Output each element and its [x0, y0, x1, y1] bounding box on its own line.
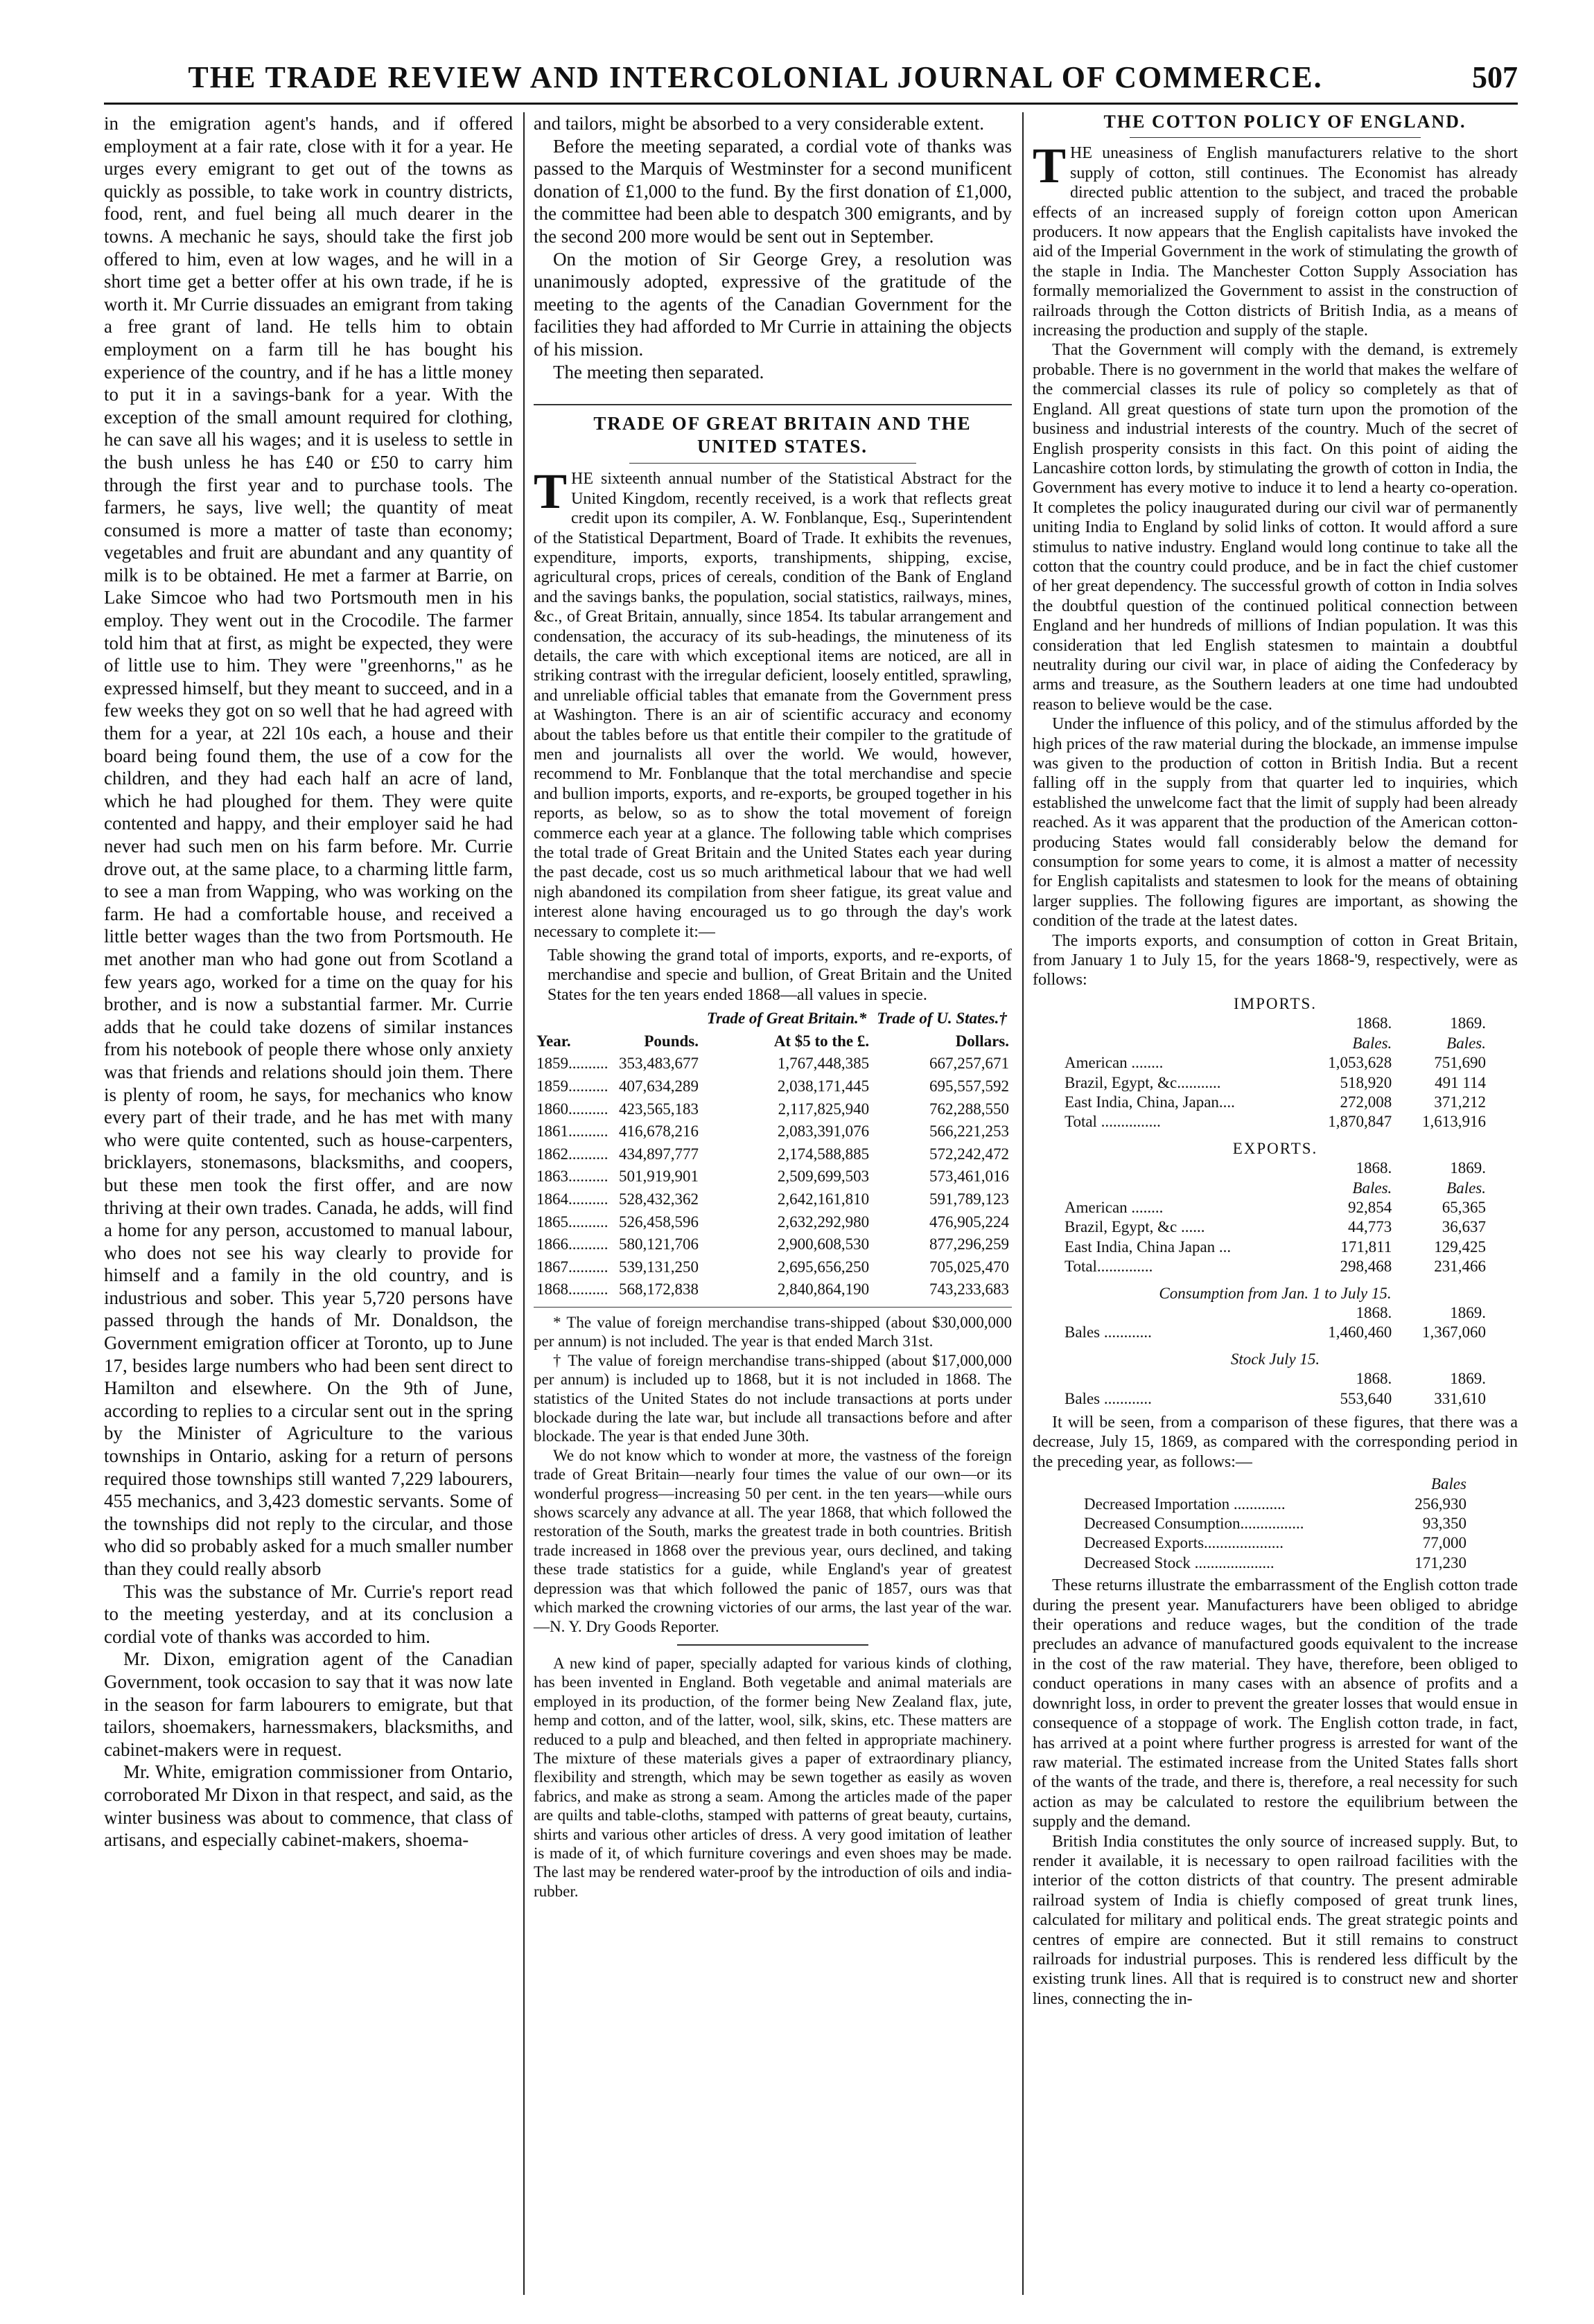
table-cell-value: 171,811	[1340, 1238, 1392, 1256]
stock-row	[1062, 1389, 1489, 1409]
table-cell-year: 1866..........	[536, 1235, 608, 1253]
table-cell-value: 539,131,250	[619, 1258, 699, 1276]
table-row	[1081, 1514, 1469, 1533]
table-cell-value: 2,695,656,250	[777, 1258, 870, 1276]
table-row	[1081, 1553, 1469, 1573]
table-cell-value: 762,288,550	[929, 1100, 1009, 1118]
table-cell-value: 434,897,777	[619, 1145, 699, 1163]
table-cell-label: Total ...............	[1065, 1113, 1161, 1131]
table-cell-value: 1868.	[1356, 1159, 1392, 1177]
table-cell-value: 1869.	[1450, 1014, 1486, 1032]
table-cell-value: 566,221,253	[929, 1123, 1009, 1141]
table-cell-value: 129,425	[1434, 1238, 1486, 1256]
table-row	[534, 1211, 1012, 1234]
table-cell-value: 36,637	[1442, 1218, 1486, 1236]
table-row	[1081, 1533, 1469, 1553]
stock-label: Stock July 15.	[1230, 1350, 1320, 1368]
table-cell-value: 1,767,448,385	[777, 1055, 870, 1073]
table-caption: Table showing the grand total of imports, exports, and re-exports, of merchandise and specie and bullion, of Great Britain and the United States for the ten years ended 1868—all values in specie.	[548, 947, 1012, 1004]
table-cell-value: 553,640	[1340, 1389, 1392, 1407]
table-row	[1062, 1073, 1489, 1093]
table-cell-value: 1869.	[1450, 1159, 1486, 1177]
table-row	[1062, 1238, 1489, 1257]
unit-header-row	[1062, 1179, 1489, 1198]
masthead	[104, 60, 1518, 115]
table-cell-value: 667,257,671	[929, 1055, 1009, 1073]
table-cell-value: 231,466	[1434, 1258, 1486, 1276]
year-header-row	[1062, 1369, 1489, 1389]
article-paragraph: in the emigration agent's hands, and if offered employment at a fair rate, close with it for a year. He urges every emigrant to get out of the towns as quickly as possible, to take work in country districts, food, rent, and fuel being all much dearer in the towns. A mechanic he says, should take the first job offered to him, even at low wages, and he will in a short time get a better offer at his own trade, if he is worth it. Mr Currie dissuades an emigrant from taking a free grant of land. He tells him to obtain employment on a farm till he has bought his experience of the country, and if he has a little money to put it in a savings-bank for a year. With the exception of the small amount required for clothing, he can save all his wages; and it is useless to settle in the bush unless he has £40 or £50 to carry him through the first year and to purchase tools. The farmers, he says, live well; the quantity of meat consumed is more a matter of taste than economy; vegetables and fruit are abundant and any quantity of milk is to be obtained. He met a farmer at Barrie, on Lake Simcoe who had two Portsmouth men in his employ. They went out in the Crocodile. The farmer told him that at first, as might be expected, they were of little use to him. They were "greenhorns," as he expressed himself, but they meant to succeed, and in a few weeks they got on so well that he had agreed with them for a year, at 22l 10s each, a house and their board being found them, the use of a cow for the children, and they had each half an acre of land, which he had ploughed for them. They were quite contented and happy, and their employer said he had never had such men on his farm before. Mr. Currie drove out, at the same place, to a charming little farm, to see a man from Wapping, who was working on the farm. He had a comfortable house, and received a little better wages than the two from Portsmouth. He met another man who had gone out from Scotland a few years ago, worked for a time on the quay for his brother, and is now a substantial farmer. Mr. Currie adds that he could take dozens of similar instances from his notebook of people there whose only anxiety was that friends and relations should join them. There is plenty of room, he says, for mechanics who know every part of their trade, and he has met with many who were quite contented, such as house-carpenters, bricklayers, stonemasons, blacksmiths, and coopers, but these men took the first offer, and are now thriving at their own trades. Canada, he adds, will find a home for any person, accustomed to manual labour, who does not see his way clearly to provide for himself and a family in the old country, and is industrious and sober. This year 5,720 persons have passed through the hands of Mr. Donaldson, the Government emigration officer at Toronto, up to June 17, besides large numbers who had been sent direct to Hamilton and elsewhere. On the 9th of June, according to replies to a circular sent out in the spring by the Minister of Agriculture to the various townships in Ontario, asking for a return of persons required those townships still wanted 7,229 labourers, 455 mechanics, and 3,423 domestic servants. Some of the townships did not reply to the circular, and those who did so probably asked for a much smaller number than they could really absorb	[104, 113, 513, 1579]
table-cell-value: 1869.	[1450, 1303, 1486, 1321]
table-cell-value: 371,212	[1434, 1093, 1486, 1111]
article-heading: TRADE OF GREAT BRITAIN AND THE	[593, 413, 972, 434]
table-cell-label	[1062, 1179, 1301, 1198]
table-cell-value: 491 114	[1435, 1073, 1486, 1091]
table-row	[534, 1075, 1012, 1098]
cotton-intro	[1033, 138, 1518, 340]
table-row	[1081, 1495, 1469, 1514]
journal-title: THE TRADE REVIEW AND INTERCOLONIAL JOURNAL OF COMMERCE.	[188, 60, 1323, 94]
table-rule	[534, 1307, 1012, 1308]
exports-label: EXPORTS.	[1232, 1139, 1318, 1157]
table-row	[534, 1098, 1012, 1121]
column-header: Pounds.	[644, 1032, 699, 1050]
imports-label: IMPORTS.	[1233, 994, 1317, 1012]
article-paragraph: On the motion of Sir George Grey, a resolution was unanimously adopted, expressive of the gratitude of the meeting to the agents of the Canadian Government for the facilities they had afforded to Mr Currie in attaining the objects of his mission.	[534, 248, 1012, 360]
article-paragraph: A new kind of paper, specially adapted for various kinds of clothing, has been invented in England. Both vegetable and animal materials are employed in its production, of the former being New Zealand flax, jute, hemp and cotton, and of the latter, wool, silk, skins, etc. These matters are reduced to a pulp and bleached, and then felted in appropriate machinery. The mixture of these materials gives a paper of extraordinary pliancy, flexibility and strength, which may be sewn together as easily as woven fabrics, and make as strong a seam. Among the articles made of the paper are quilts and table-cloths, stamped with patterns of great beauty, curtains, shirts and various other articles of dress. A very good imitation of leather is made of it, of which furniture coverings and even shoes may be made. The last may be rendered water-proof by the introduction of oils and india-rubber.	[534, 1654, 1012, 1900]
table-row	[534, 1165, 1012, 1188]
table-cell-value: 2,038,171,445	[777, 1077, 870, 1095]
trade-intro	[534, 464, 1012, 942]
decrease-unit: Bales	[1430, 1475, 1466, 1493]
table-cell-value: 2,642,161,810	[777, 1190, 870, 1208]
article-paragraph: We do not know which to wonder at more, the vastness of the foreign trade of Great Britain—nearly four times the value of our own—or its wonderful progress—increasing 50 per cent. in the ten years—while ours shows scarcely any advance at all. The year 1868, that which followed the restoration of the South, marks the greatest trade in both countries. British trade increased in 1868 over the previous year, ours declined, and taking these trade statistics for a guide, while England's year of greatest depression was that which followed the panic of 1857, ours was that which marked the crowning victories of our arms, the last year of the war.—N. Y. Dry Goods Reporter.	[534, 1446, 1012, 1635]
table-cell-value: Bales.	[1352, 1034, 1392, 1052]
column-header: Year.	[536, 1032, 571, 1050]
table-cell-year: 1861..........	[536, 1123, 608, 1141]
table-cell-value: 331,610	[1434, 1389, 1486, 1407]
table-cell-value: 92,854	[1348, 1198, 1392, 1216]
table-cell-label: American ........	[1065, 1198, 1164, 1216]
table-cell-year: 1859..........	[536, 1055, 608, 1073]
table-cell-value: 353,483,677	[619, 1055, 699, 1073]
table-cell-value: 1,870,847	[1328, 1113, 1392, 1131]
table-row	[534, 1143, 1012, 1166]
table-cell-value: 695,557,592	[929, 1077, 1009, 1095]
table-cell-value: 2,840,864,190	[777, 1280, 870, 1299]
year-header-row	[1062, 1159, 1489, 1178]
article-paragraph: The meeting then separated.	[553, 361, 764, 382]
table-cell-value: 1868.	[1356, 1370, 1392, 1388]
table-cell-value: 528,432,362	[619, 1190, 699, 1208]
article-paragraph: Mr. White, emigration commissioner from Ontario, corroborated Mr Dixon in that respect, and said, as the winter business was about to commence, that class of artisans, and especially cabinet-makers, shoema-	[104, 1761, 513, 1851]
table-cell-label: Total..............	[1065, 1258, 1153, 1276]
drop-cap: T	[1033, 138, 1067, 194]
table-cell-label: Bales ............	[1065, 1389, 1152, 1407]
table-row	[534, 1278, 1012, 1301]
cotton-table	[1062, 994, 1489, 1409]
table-header-row	[534, 1030, 1012, 1053]
intro-text: HE uneasiness of English manufacturers relative to the short supply of cotton, still continues. The Economist has already directed public attention to the subject, and traced the probable effects of an increased supply of foreign cotton upon American producers. It now appears that the English capitalists have invoked the aid of the Imperial Government in the work of stimulating the growth of the staple in India. The Manchester Cotton Supply Association has formally memorialized the Government to assist in the construction of railroads through the Cotton districts of British India, as a means of increasing the production and supply of the staple.	[1033, 144, 1518, 340]
table-cell-value: 2,174,588,885	[777, 1145, 870, 1163]
table-cell-value: 501,919,901	[619, 1168, 699, 1186]
table-cell-value: 423,565,183	[619, 1100, 699, 1118]
group-header-gb: Trade of Great Britain.*	[706, 1010, 867, 1028]
article-paragraph: Mr. Dixon, emigration agent of the Canadian Government, took occasion to say that it was now late in the season for farm labourers to emigrate, but that tailors, shoemakers, harnessmakers, blacksmiths, and cabinet-makers were in request.	[104, 1648, 513, 1760]
table-cell-year: 1859..........	[536, 1077, 608, 1095]
article-paragraph: Under the influence of this policy, and of the stimulus afforded by the high prices of the raw material during the blockade, an immense impulse was given to the production of cotton in British India. But a recent falling off in the supply from that quarter led to inquiries, which established the unwelcome fact that the limit of supply had been already reached. As it was apparent that the production of the American cotton-producing States would fall considerably below the demand for consumption for some years to come, it is almost a matter of necessity for English capitalists and statesmen to look for the means of obtaining larger supplies. The following figures are important, as showing the condition of the trade at the latest dates.	[1033, 715, 1518, 931]
table-cell-value: 2,632,292,980	[777, 1213, 870, 1231]
table-cell-value: 1869.	[1450, 1370, 1486, 1388]
table-cell-value: 1868.	[1356, 1014, 1392, 1032]
article-paragraph: These returns illustrate the embarrassment of the English cotton trade during the present year. Manufacturers have been obliged to abridge their operations and reduce wages, but the condition of the trade precludes an advance of manufactured goods equivalent to the increase in the cost of the raw material. They have, therefore, been obliged to conduct operations in many cases with an absence of profits and a downright loss, in order to prevent the greater losses that would ensue in consequence of a stoppage of work. The English cotton trade, in fact, has arrived at a point where further progress is arrested for want of the raw material. The estimated increase from the United States falls short of the wants of the trade, and there is, therefore, a real necessity for such action as may be calculated to restore the equilibrium between the supply and the demand.	[1033, 1576, 1518, 1831]
table-cell-value: Bales.	[1352, 1179, 1392, 1197]
table-cell-value: 1,367,060	[1422, 1323, 1486, 1341]
table-cell-value: 568,172,838	[619, 1280, 699, 1299]
trade-table	[534, 1007, 1012, 1301]
table-cell-value: 44,773	[1348, 1218, 1392, 1236]
table-cell-label: Decreased Stock ....................	[1084, 1553, 1275, 1572]
table-cell-value: 1,053,628	[1328, 1054, 1392, 1072]
table-cell-value: 877,296,259	[929, 1235, 1009, 1253]
table-cell-value: 1,613,916	[1422, 1113, 1486, 1131]
footnote: † The value of foreign merchandise trans-shipped (about $17,000,000 per annum) is included up to 1868, but it is not included in 1868. The statistics of the United States do not include transactions at ports under blockade during the late war, but include all transactions before and after blockade. The year is that ended June 30th.	[534, 1351, 1012, 1445]
article-paragraph: It will be seen, from a comparison of these figures, that there was a decrease, July 15, 1869, as compared with the corresponding period in the preceding year, as follows:—	[1033, 1414, 1518, 1471]
table-cell-value: 272,008	[1340, 1093, 1392, 1111]
table-cell-year: 1864..........	[536, 1190, 608, 1208]
heading-rule	[629, 463, 916, 464]
article-paragraph: Before the meeting separated, a cordial vote of thanks was passed to the Marquis of Westminster for a second munificent donation of £1,000 to the fund. By the first donation of £1,000, the committee had been able to despatch 300 emigrants, and by the second 200 more would be sent out in September.	[534, 135, 1012, 247]
article-paragraph: British India constitutes the only source of increased supply. But, to render it available, it is necessary to open railroad facilities with the interior of the cotton districts of that country. The present admirable railroad system of India is chiefly composed of great trunk lines, calculated for military and political ends. The great strategic points and centres of empire are connected. But it still remains to construct railroads for industrial purposes. This is rendered less difficult by the existing trunk lines. All that is required is to construct new and shorter lines, connecting the in-	[1033, 1832, 1518, 2008]
year-header-row	[1062, 1014, 1489, 1033]
article-heading: THE COTTON POLICY OF ENGLAND.	[1103, 112, 1466, 132]
table-cell-value: 2,900,608,530	[777, 1235, 870, 1253]
table-cell-label	[1062, 1034, 1301, 1053]
table-cell-label	[1062, 1303, 1301, 1323]
table-cell-value: 256,930	[1415, 1495, 1466, 1513]
article-separator	[677, 1644, 868, 1646]
table-cell-value: 518,920	[1340, 1073, 1392, 1091]
table-cell-label	[1062, 1014, 1301, 1033]
table-cell-value: 407,634,289	[619, 1077, 699, 1095]
masthead-rule	[104, 103, 1518, 105]
table-cell-label: Decreased Importation .............	[1084, 1495, 1286, 1513]
table-cell-value: 572,242,472	[929, 1145, 1009, 1163]
table-cell-year: 1867..........	[536, 1258, 608, 1276]
consumption-label: Consumption from Jan. 1 to July 15.	[1159, 1284, 1392, 1302]
column-2	[534, 112, 1012, 2295]
footnote: * The value of foreign merchandise trans-shipped (about $30,000,000 per annum) is not included. The year is that ended March 31st.	[534, 1314, 1012, 1350]
table-cell-value: 171,230	[1415, 1553, 1466, 1572]
decrease-table	[1081, 1474, 1469, 1573]
table-cell-label: Brazil, Egypt, &c ......	[1065, 1218, 1205, 1236]
table-cell-value: 591,789,123	[929, 1190, 1009, 1208]
table-cell-value: 2,083,391,076	[777, 1123, 870, 1141]
drop-cap: T	[534, 464, 568, 520]
table-row	[1062, 1053, 1489, 1073]
table-cell-value: 526,458,596	[619, 1213, 699, 1231]
table-cell-label: East India, China, Japan....	[1065, 1093, 1235, 1111]
table-cell-value: 573,461,016	[929, 1168, 1009, 1186]
table-cell-label: East India, China Japan ...	[1065, 1238, 1232, 1256]
group-header-us: Trade of U. States.†	[877, 1010, 1007, 1028]
table-cell-year: 1868..........	[536, 1280, 608, 1299]
table-cell-value: 580,121,706	[619, 1235, 699, 1253]
table-cell-value: 65,365	[1442, 1198, 1486, 1216]
column-header: At $5 to the £.	[773, 1032, 870, 1050]
column-divider	[523, 112, 525, 2295]
table-cell-year: 1863..........	[536, 1168, 608, 1186]
table-cell-value: 751,690	[1434, 1054, 1486, 1072]
heading-rule	[1130, 137, 1421, 138]
table-cell-value: 77,000	[1422, 1534, 1466, 1552]
table-row	[1062, 1093, 1489, 1112]
table-row	[534, 1256, 1012, 1279]
table-cell-label: Decreased Exports....................	[1084, 1534, 1284, 1552]
table-cell-year: 1862..........	[536, 1145, 608, 1163]
unit-header-row	[1062, 1034, 1489, 1053]
table-row	[1062, 1198, 1489, 1217]
table-row	[534, 1053, 1012, 1075]
article-paragraph: This was the substance of Mr. Currie's report read to the meeting yesterday, and at its conclusion a cordial vote of thanks was accorded to him.	[104, 1581, 513, 1647]
total-row	[1062, 1112, 1489, 1132]
table-cell-value: 2,117,825,940	[778, 1100, 870, 1118]
table-row	[534, 1120, 1012, 1143]
table-row	[534, 1233, 1012, 1256]
year-header-row	[1062, 1303, 1489, 1323]
column-3	[1033, 112, 1518, 2295]
table-cell-label: Bales ............	[1065, 1323, 1152, 1341]
table-cell-label: Decreased Consumption................	[1084, 1515, 1304, 1533]
total-row	[1062, 1257, 1489, 1276]
intro-text: HE sixteenth annual number of the Statistical Abstract for the United Kingdom, recently received, is a work that reflects great credit upon its compiler, A. W. Fonblanque, Esq., Superintendent of the Statistical Department, Board of Trade. It exhibits the revenues, expenditure, imports, exports, transhipments, shipping, excise, agricultural crops, prices of cereals, condition of the Bank of England and the savings banks, the population, social statistics, railways, mines, &c., of Great Britain, annually, since 1854. Its tabular arrangement and condensation, the accuracy of its sub-headings, the minuteness of its details, the care with which exceptional items are noticed, are all in striking contrast with the irregular deficient, loosely entitled, sprawling, and unreliable official tables that emanate from the Government press at Washington. There is an air of scientific accuracy and economy about the tables before us that entitle their compiler to the gratitude of men and journalists all over the world. We would, however, recommend to Mr. Fonblanque that the total merchandise and specie and bullion imports, exports, and re-exports, be grouped together in his reports, as below, so as to show the total movement of foreign commerce each year at a glance. The following table which comprises the total trade of Great Britain and the United States each year during the past decade, cost us so much arithmetical labour that we had well nigh abandoned its compilation from sheer fatigue, its great value and interest alone having encouraged us to go through the day's work necessary to complete it:—	[534, 470, 1012, 941]
table-row	[1062, 1217, 1489, 1237]
article-paragraph: The imports exports, and consumption of cotton in Great Britain, from January 1 to July 15, for the years 1868-'9, respectively, were as follows:	[1033, 931, 1518, 989]
table-cell-value: 2,509,699,503	[777, 1168, 870, 1186]
column-1	[104, 112, 513, 2295]
consumption-row	[1062, 1323, 1489, 1342]
table-cell-value: 476,905,224	[929, 1213, 1009, 1231]
table-cell-value: 1,460,460	[1328, 1323, 1392, 1341]
page-number: 507	[1472, 60, 1518, 94]
table-cell-value: Bales.	[1446, 1034, 1486, 1052]
column-header: Dollars.	[955, 1032, 1009, 1050]
table-cell-value: 1868.	[1356, 1303, 1392, 1321]
article-heading: UNITED STATES.	[697, 435, 868, 457]
table-cell-value: 298,468	[1340, 1258, 1392, 1276]
table-cell-value: 743,233,683	[929, 1280, 1009, 1299]
table-cell-year: 1865..........	[536, 1213, 608, 1231]
table-cell-value: 705,025,470	[929, 1258, 1009, 1276]
article-paragraph: and tailors, might be absorbed to a very considerable extent.	[534, 113, 985, 134]
column-divider	[1022, 112, 1024, 2295]
table-row	[534, 1188, 1012, 1211]
article-paragraph: That the Government will comply with the demand, is extremely probable. There is no government in the world that makes the welfare of the commercial classes its rule of policy so completely as that of England. All great questions of state turn upon the promotion of the business and industrial interests of the country. Much of the secret of English prosperity consists in this fact. On this point of aiding the Lancashire cotton lords, by stimulating the growth of cotton in India, the Government has every motive to induce it to lend a hearty co-operation. It completes the policy inaugurated during our civil war of permanently uniting India to England by solid links of cotton. It would afford a sure stimulus to native industry. England would long continue to take all the cotton that the country could produce, and be in fact the chief customer of her great dependency. The successful growth of cotton in India solves the doubtful question of the continued political connection between England and her hundreds of millions of Indian population. It was this consideration that led English statesmen to maintain a doubtful neutrality during our civil war, in place of aiding the Confederacy by arms and treasure, as the Southern leaders at one time had undoubted reason to believe would be the case.	[1033, 341, 1518, 714]
table-cell-value: 416,678,216	[619, 1123, 699, 1141]
table-cell-value: 93,350	[1422, 1515, 1466, 1533]
table-cell-value: Bales.	[1446, 1179, 1486, 1197]
table-cell-label: American ........	[1065, 1054, 1164, 1072]
table-cell-year: 1860..........	[536, 1100, 608, 1118]
table-cell-label	[1062, 1369, 1301, 1389]
table-cell-label	[1062, 1159, 1301, 1178]
article-separator	[534, 404, 1012, 405]
table-cell-label: Brazil, Egypt, &c...........	[1065, 1073, 1221, 1091]
